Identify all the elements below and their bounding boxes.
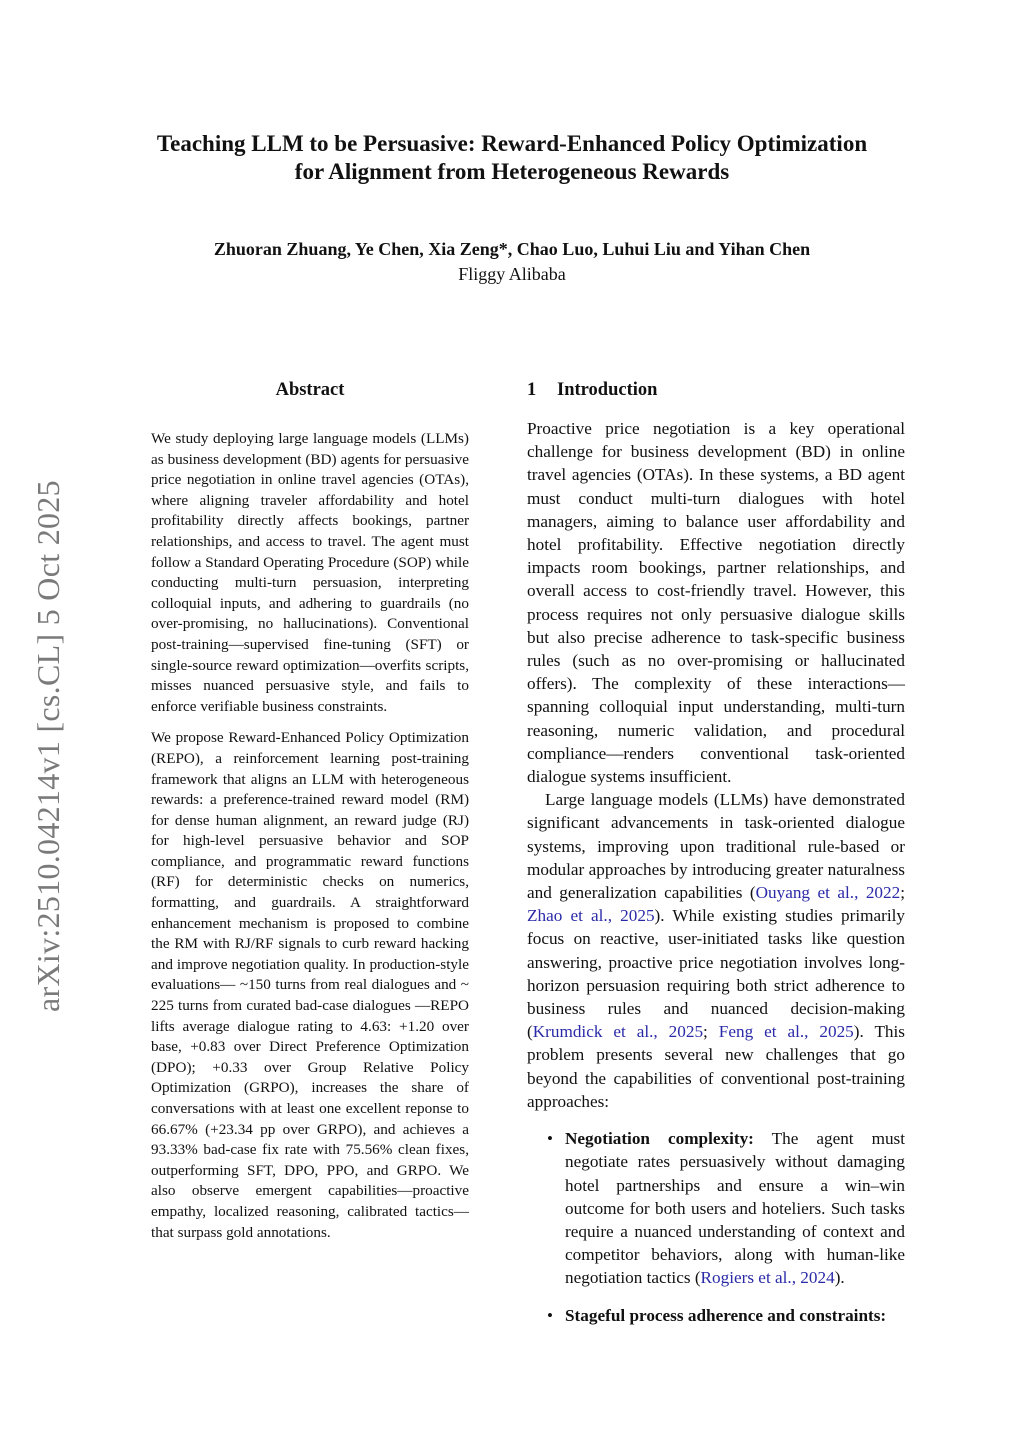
bullet-label: Stageful process adherence and constraints: (565, 1305, 887, 1325)
author-list: Zhuoran Zhuang, Ye Chen, Xia Zeng*, Chao Luo, Luhui Liu and Yihan Chen (213, 239, 811, 259)
citation-separator: ; (703, 1022, 719, 1042)
paper-title-line-2: for Alignment from Heterogeneous Rewards (294, 159, 730, 184)
bullet-label: Negotiation complexity: (565, 1129, 754, 1149)
right-column (527, 378, 905, 1341)
citation-link[interactable]: Ouyang et al., 2022 (755, 883, 901, 903)
bullet-end: ). (834, 1268, 845, 1288)
challenge-item-stageful (527, 1304, 905, 1327)
citation-link[interactable]: Krumdick et al., 2025 (532, 1022, 704, 1042)
section-number: 1 (527, 380, 537, 400)
intro-p2-text-b: ). While existing studies primarily focus on reactive, user-initiated tasks like question answering, proactive price negotiation involves long-horizon persuasion requiring both strict adherence to business rules and nuanced decision-making ( (527, 906, 905, 1042)
intro-p2-text-a: Large language models (LLMs) have demonstrated significant advancements in task-oriented dialogue systems, improving upon traditional rule-based or modular approaches by introducing greater naturalness and generalization capabilities ( (527, 790, 905, 903)
challenge-list (527, 1127, 905, 1327)
abstract-heading: Abstract (275, 380, 345, 400)
bullet-dot: • (547, 1305, 553, 1325)
challenge-item-negotiation (527, 1127, 905, 1289)
citation-separator: ; (900, 883, 905, 903)
bullet-dot: • (547, 1129, 553, 1149)
abstract-paragraph-2: We propose Reward-Enhanced Policy Optimization (REPO), a reinforcement learning post-training framework that aligns an LLM with heterogeneous rewards: a preference-trained reward model (RM) for dense human alignment, an reward judge (RJ) for high-level persuasive behavior and SOP compliance, and programmatic reward functions (RF) for deterministic checks on numerics, formatting, and guardrails. A straightforward enhancement mechanism is proposed to combine the RM with RJ/RF signals to curb reward hacking and improve negotiation quality. In production-style evaluations— ~150 turns from real dialogues and ~ 225 turns from curated bad-case dialogues —REPO lifts average dialogue rating to 4.63: +1.20 over base, +0.83 over Direct Preference Optimization (DPO); +0.33 over Group Relative Policy Optimization (GRPO), increases the share of conversations with at least one excellent reponse to 66.67% (+23.34 pp over GRPO), and achieves a 93.33% bad-case fix rate with 75.56% clean fixes, outperforming SFT, DPO, PPO, and GRPO. We also observe emergent capabilities—proactive empathy, localized reasoning, calibrated tactics—that surpass gold annotations. (151, 729, 469, 1241)
intro-p2-text-c: ). This problem presents several new challenges that go beyond the capabilities of conventional post-training approaches: (527, 1022, 905, 1111)
abstract-paragraph-1: We study deploying large language models (LLMs) as business development (BD) agents for persuasive price negotiation in online travel agencies (OTAs), where aligning traveler affordability and hotel profitability directly affects bookings, partner relationships, and access to travel. The agent must follow a Standard Operating Procedure (SOP) while conducting multi-turn persuasion, interpreting colloquial inputs, and adhering to guardrails (no over-promising, no hallucinations). Conventional post-training—supervised fine-tuning (SFT) or single-source reward optimization—overfits scripts, misses nuanced persuasive style, and fails to enforce verifiable business constraints. (151, 430, 469, 715)
citation-link[interactable]: Zhao et al., 2025 (527, 906, 655, 926)
left-column (151, 378, 469, 1243)
arxiv-identifier-stamp: arXiv:2510.04214v1 [cs.CL] 5 Oct 2025 (30, 480, 66, 1012)
citation-link[interactable]: Feng et al., 2025 (718, 1022, 854, 1042)
citation-link[interactable]: Rogiers et al., 2024 (700, 1268, 835, 1288)
affiliation: Fliggy Alibaba (458, 264, 566, 284)
intro-paragraph-1: Proactive price negotiation is a key operational challenge for business development (BD) in online travel agencies (OTAs). In these systems, a BD agent must conduct multi-turn dialogues with hotel managers, aiming to balance user affordability and hotel profitability. Effective negotiation directly impacts room bookings, partner relationships, and overall access to cost-friendly travel. However, this process requires not only persuasive dialogue skills but also precise adherence to task-specific business rules (such as no over-promising or hallucinated offers). The complexity of these interactions—spanning colloquial input understanding, multi-turn reasoning, numeric validation, and procedural compliance—renders conventional task-oriented dialogue systems insufficient. (527, 419, 905, 787)
paper-title-line-1: Teaching LLM to be Persuasive: Reward-Enhanced Policy Optimization (156, 131, 868, 156)
bullet-text: The agent must negotiate rates persuasively without damaging hotel partnerships and ensure a win–win outcome for both users and hoteliers. Such tasks require a nuanced understanding of context and competitor behaviors, along with human-like negotiation tactics ( (565, 1129, 905, 1288)
section-title: Introduction (557, 380, 658, 400)
intro-paragraph-2 (527, 788, 905, 1113)
section-heading-introduction (527, 378, 905, 402)
paper-title (80, 130, 944, 186)
